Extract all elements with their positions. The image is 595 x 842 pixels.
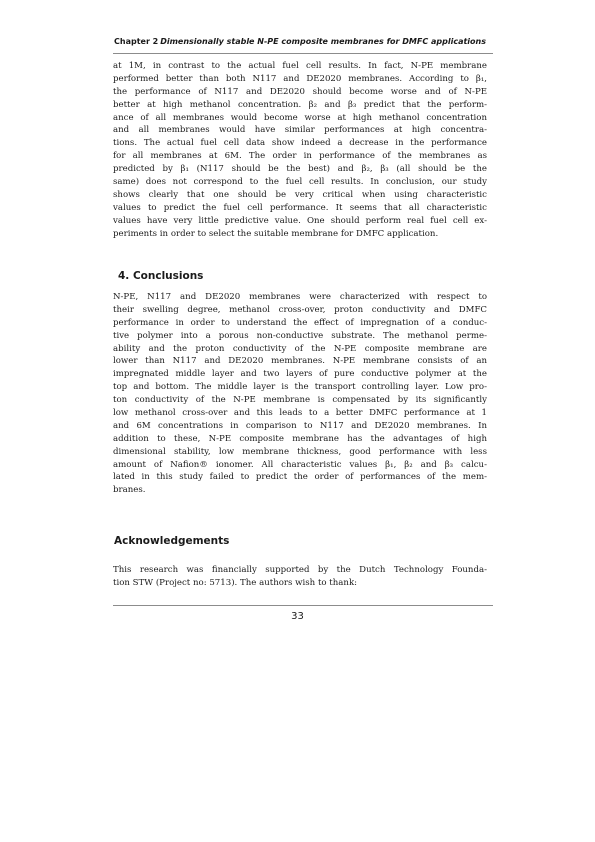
paragraph-acknowledgements bbox=[113, 564, 487, 590]
text-line: performed better than both N117 and DE2020 membranes. According to β₁, bbox=[113, 73, 487, 84]
page-number: 33 bbox=[291, 611, 304, 622]
text-line: lower than N117 and DE2020 membranes. N-PE membrane consists of an bbox=[113, 356, 487, 367]
text-line: branes. bbox=[113, 485, 146, 496]
text-line: dimensional stability, low membrane thickness, good performance with less bbox=[113, 446, 487, 457]
text-line: impregnated middle layer and two layers of pure conductive polymer at the bbox=[113, 369, 487, 380]
chapter-title: Dimensionally stable N-PE composite membranes for DMFC applications bbox=[160, 37, 486, 46]
footer-divider bbox=[113, 605, 493, 606]
text-line: performance in order to understand the effect of impregnation of a conduc- bbox=[113, 317, 487, 328]
text-line: values to predict the fuel cell performance. It seems that all characteristic bbox=[113, 202, 487, 213]
text-line: addition to these, N-PE composite membrane has the advantages of high bbox=[113, 433, 487, 444]
text-line: tions. The actual fuel cell data show indeed a decrease in the performance bbox=[113, 138, 487, 149]
text-line: their swelling degree, methanol cross-over, proton conductivity and DMFC bbox=[113, 304, 487, 315]
text-line: lated in this study failed to predict the order of performances of the mem- bbox=[113, 472, 487, 483]
text-line: for all membranes at 6M. The order in performance of the membranes as bbox=[113, 151, 487, 162]
text-line: same) does not correspond to the fuel cell results. In conclusion, our study bbox=[113, 177, 487, 188]
text-line: periments in order to select the suitable membrane for DMFC application. bbox=[113, 228, 439, 239]
text-line: predicted by β₁ (N117 should be the best) and β₂, β₃ (all should be the bbox=[113, 164, 487, 175]
text-line: N-PE, N117 and DE2020 membranes were characterized with respect to bbox=[113, 292, 487, 302]
header-divider bbox=[113, 53, 493, 54]
text-line: low methanol cross-over and this leads to a better DMFC performance at 1 bbox=[113, 408, 487, 419]
text-line: ton conductivity of the N-PE membrane is compensated by its significantly bbox=[113, 395, 487, 406]
text-line: and all membranes would have similar performances at high concentra- bbox=[113, 125, 487, 136]
section-heading-acknowledgements: Acknowledgements bbox=[114, 535, 230, 547]
running-header bbox=[113, 37, 493, 49]
paragraph-discussion bbox=[113, 60, 487, 240]
text-line: tive polymer into a porous non-conductive substrate. The methanol perme- bbox=[113, 330, 487, 341]
chapter-label: Chapter 2 bbox=[114, 37, 159, 46]
text-line: the performance of N117 and DE2020 should become worse and of N-PE bbox=[113, 86, 487, 97]
text-line: shows clearly that one should be very critical when using characteristic bbox=[113, 189, 487, 200]
paragraph-conclusions bbox=[113, 291, 487, 497]
text-line: better at high methanol concentration. β₂ and β₃ predict that the perform- bbox=[113, 99, 487, 110]
text-line: ability and the proton conductivity of the N-PE composite membrane are bbox=[113, 343, 487, 354]
text-line: at 1M, in contrast to the actual fuel cell results. In fact, N-PE membrane bbox=[113, 61, 487, 71]
text-line: values have very little predictive value. One should perform real fuel cell ex- bbox=[113, 215, 487, 226]
section-heading-conclusions: 4. Conclusions bbox=[118, 270, 204, 282]
text-line: This research was financially supported by the Dutch Technology Founda- bbox=[113, 565, 487, 575]
text-line: top and bottom. The middle layer is the transport controlling layer. Low pro- bbox=[113, 382, 487, 393]
text-line: ance of all membranes would become worse at high methanol concentration bbox=[113, 112, 487, 123]
text-line: amount of Nafion® ionomer. All characteristic values β₁, β₂ and β₃ calcu- bbox=[113, 459, 487, 470]
text-line: tion STW (Project no: 5713). The authors wish to thank: bbox=[113, 577, 358, 588]
text-line: and 6M concentrations in comparison to N117 and DE2020 membranes. In bbox=[113, 420, 487, 431]
